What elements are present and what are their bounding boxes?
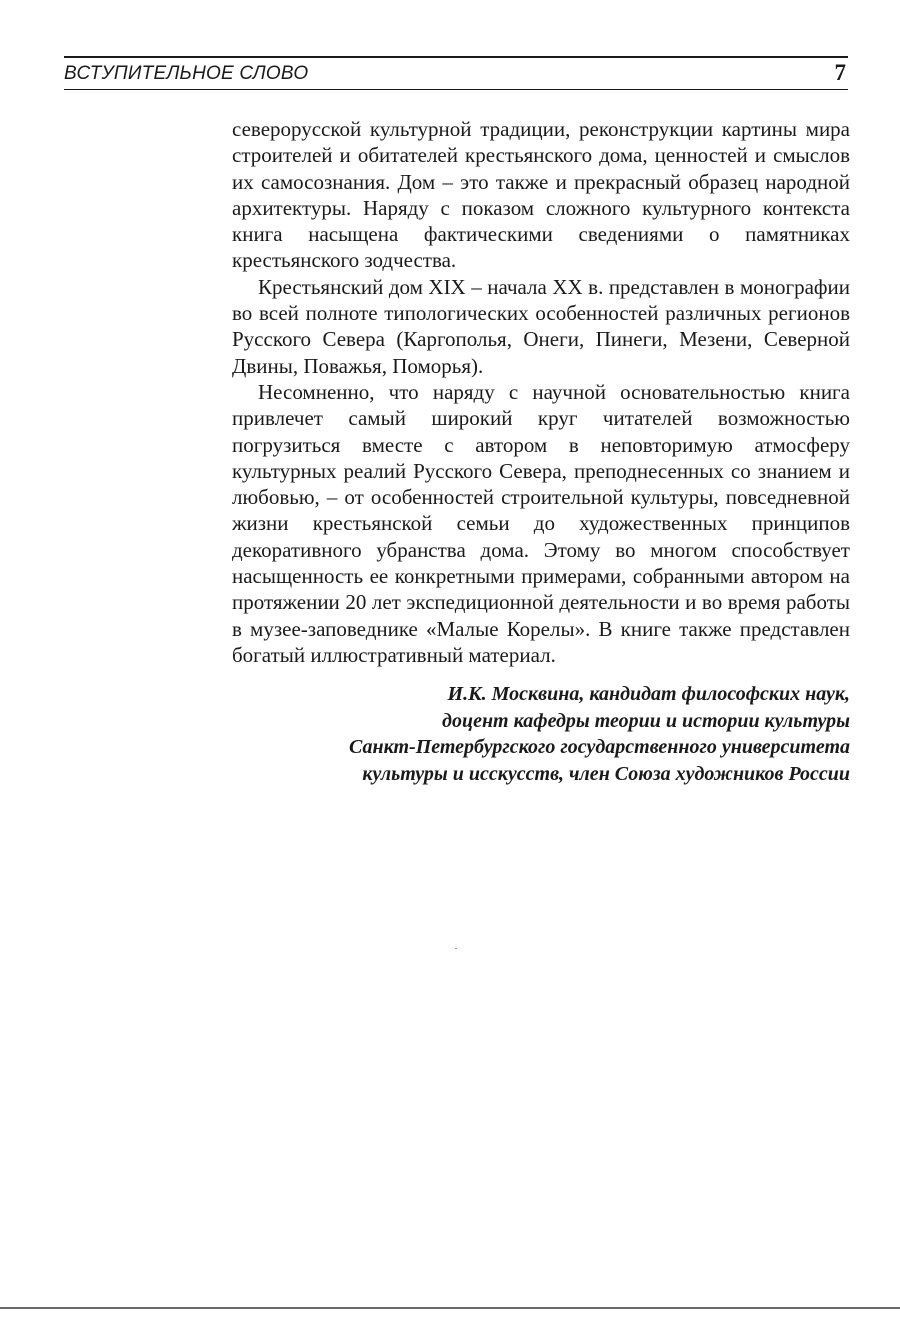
paragraph-3: Несомненно, что наряду с научной основательностью книга привлечет самый широкий круг читателей возможностью погрузиться вместе с автором в неповторимую атмосферу культурных реалий Русского Севера, преподнесенных со знанием и любовью, – от особенностей строительной культуры, повседневной жизни крестьянской семьи до художественных принципов декоративного убранства дома. Этому во многом способствует насыщенность ее конкретными примерами, собранными автором на протяжении 20 лет экспедиционной деятельности и во время работы в музее-заповеднике «Малые Корелы». В книге также представлен богатый иллюстративный материал. — [232, 379, 850, 667]
running-header — [64, 56, 848, 90]
section-title: ВСТУПИТЕЛЬНОЕ СЛОВО — [64, 63, 309, 84]
signature-line-1: И.К. Москвина, кандидат философских наук, — [447, 683, 850, 705]
author-signature — [250, 681, 850, 787]
bottom-rule — [0, 1307, 900, 1309]
signature-line-4: культуры и исскусств, член Союза художников России — [362, 762, 850, 785]
scan-speck — [455, 948, 457, 949]
body-text — [232, 116, 850, 668]
paragraph-1: северорусской культурной традиции, реконструкции картины мира строителей и обитателей крестьянского дома, ценностей и смыслов их самосознания. Дом – это также и прекрасный образец народной архитектуры. Наряду с показом сложного культурного контекста книга насыщена фактическими сведениями о памятниках крестьянского зодчества. — [232, 117, 850, 273]
page-number: 7 — [834, 60, 846, 85]
signature-line-2: доцент кафедры теории и истории культуры — [442, 709, 850, 732]
paragraph-2: Крестьянский дом XIX – начала XX в. представлен в монографии во всей полноте типологических особенностей различных регионов Русского Севера (Каргополья, Онеги, Пинеги, Мезени, Северной Двины, Поважья, Поморья). — [232, 274, 850, 378]
signature-line-3: Санкт-Петербургского государственного университета — [349, 736, 850, 758]
